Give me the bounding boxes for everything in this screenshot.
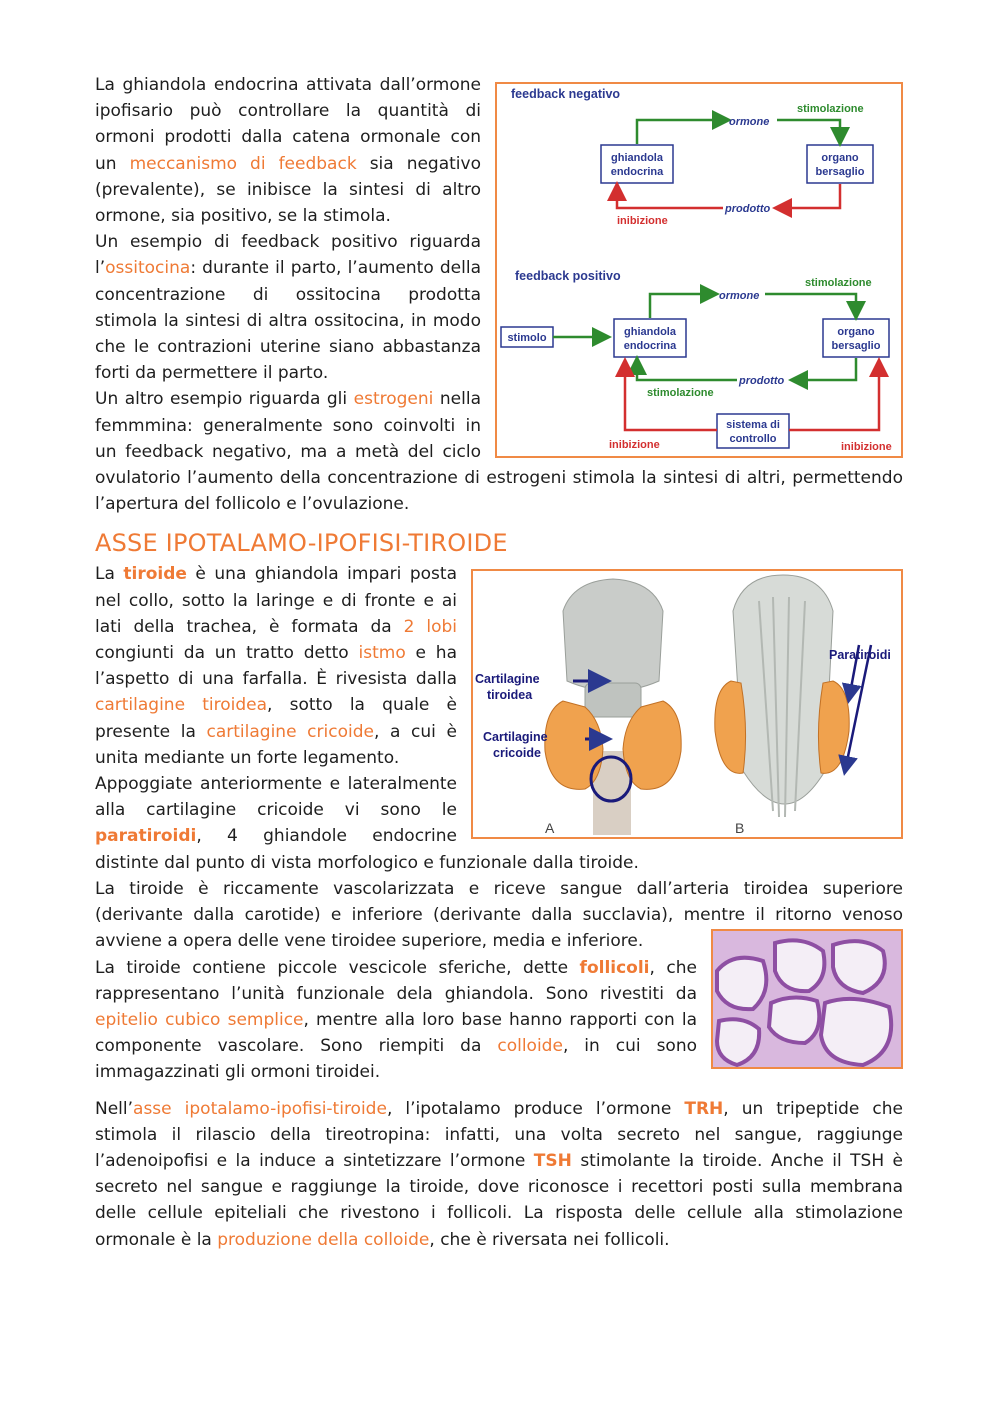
thyroid-figure [471,569,903,839]
follicle [821,998,891,1064]
paragraph-vascolarizzazione: La tiroide è riccamente vascolarizzata e riceve sangue dall’arteria tiroidea superiore (derivante dalla carotide) e inferiore (derivante dalla succlavia), mentre il ritorno venoso avviene a opera delle vene tiroidee superiore, media e inferiore. [95,878,903,952]
box-stimolo-label: stimolo [507,332,547,344]
paragraph-asse [95,1096,903,1253]
label-cartilagine-cricoide-1: Cartilagine [483,730,548,745]
arrow-inib-neg [617,186,723,208]
left-lobe-b [715,681,746,773]
text: , che è riversata nei follicoli. [429,1229,670,1250]
bold-tiroide: tiroide [123,564,187,585]
box-organo-neg-l1: organo [821,152,859,164]
arrow-prodotto-neg [777,184,840,208]
label-cartilagine-cricoide-2: cricoide [493,746,541,761]
label-stim-neg: stimolazione [797,103,864,115]
text: : durante il parto, l’aumento della concentrazione di ossitocina prodotta stimola la sintesi di altra ossitocina, in modo che le contrazioni uterine siano abbastanza forti da permettere il parto. [95,258,481,384]
thyroid-figure-svg [473,571,901,837]
highlight-istmo: istmo [358,643,406,664]
highlight-cartilagine-tiroidea: cartilagine tiroidea [95,695,268,716]
text: , mentre alla loro base hanno rapporti con la componente vascolare. Sono riempiti da [95,1009,698,1057]
box-organo-pos-l2: bersaglio [831,340,881,352]
text: Un esempio di feedback positivo riguarda l’ [95,232,481,279]
text: nella femmmina: generalmente sono coinvolti in un feedback negativo, ma a metà del ciclo ovulatorio l’aumento della concentrazione di estrogeni stimola la sintesi di altri, permettendo l’apertura del follicolo e l’ovulazione. [95,389,903,515]
label-inib-neg: inibizione [617,215,668,227]
text: Nell’ [95,1098,134,1119]
bold-follicoli: follicoli [579,957,650,978]
highlight-2-lobi: 2 lobi [403,616,458,637]
arrow-prodotto-pos [793,358,856,380]
box-ghiandola-pos-l1: ghiandola [624,326,676,338]
label-inib-right: inibizione [841,441,892,453]
section-heading: ASSE IPOTALAMO-IPOFISI-TIROIDE [95,529,508,558]
histology-svg [713,931,901,1067]
text: , in cui sono immagazzinati gli ormoni tiroidei. [95,1036,698,1083]
label-a: A [545,820,555,837]
label-b: B [735,820,745,837]
feedback-diagram [495,82,903,458]
highlight-estrogeni: estrogeni [353,389,434,410]
box-organo-pos-l1: organo [837,326,875,338]
bold-trh: TRH [684,1098,724,1119]
box-ghiandola-neg-l2: endocrina [610,166,664,178]
text: , sotto la quale è presente la [95,695,457,742]
bold-paratiroidi: paratiroidi [95,826,197,847]
label-stim2-pos: stimolazione [647,387,714,399]
text: , 4 ghiandole endocrine distinte dal punto di vista morfologico e funzionale dalla tiroide. [95,826,639,873]
label-paratiroidi: Paratiroidi [829,648,891,663]
arrow-paratiroide-2 [845,645,871,771]
follicle [833,941,885,993]
label-prodotto-neg: prodotto [725,203,771,215]
right-lobe-b [818,681,849,773]
label-cartilagine-tiroidea-2: tiroidea [487,688,533,703]
text: congiunti da un tratto detto [95,643,359,664]
label-ormone-pos: ormone [719,290,760,302]
follicle-histology-image [711,929,903,1069]
text: e ha l’aspetto di una farfalla. È rivesista dalla [95,643,457,690]
follicle [775,940,824,991]
text: sia negativo (prevalente), se inibisce la sintesi di altro ormone, sia positivo, se la stimola. [95,153,481,227]
label-inib-left: inibizione [609,439,660,451]
box-sistema-l1: sistema di [726,419,780,431]
arrow-stim-pos [765,294,856,316]
text: La tiroide contiene piccole vescicole sferiche, dette [95,957,580,978]
box-ghiandola-neg-l1: ghiandola [611,152,663,164]
box-ghiandola-pos-l2: endocrina [623,340,677,352]
arrow-stim-neg [777,120,840,142]
text: stimolante la tiroide. Anche il TSH è secreto nel sangue e raggiunge la tiroide, dove riconosce i recettori posti sulla membrana delle cellule epiteliali che rivestono i follicoli. La risposta delle cellule alla stimolazione ormonale è la [95,1150,903,1250]
highlight-colloide: colloide [497,1036,563,1057]
arrow-ormone-neg [637,120,727,144]
arrow-ormone-pos [650,294,715,318]
label-prodotto-pos: prodotto [739,375,785,387]
text: , un tripeptide che stimola il rilascio della tireotropina: infatti, una volta secreto nel sangue, raggiunge l’adenoipofisi e la induce a sintetizzare l’ormone [95,1098,903,1171]
label-cartilagine-tiroidea-1: Cartilagine [475,672,540,687]
feedback-diagram-svg [497,84,901,456]
text: Un altro esempio riguarda gli [95,389,354,410]
positive-title: feedback positivo [515,269,621,283]
bold-tsh: TSH [533,1150,572,1171]
page-content [95,72,903,1253]
box-sistema-l2: controllo [729,433,777,445]
box-organo-neg-l2: bersaglio [815,166,865,178]
highlight-cartilagine-cricoide: cartilagine cricoide [206,721,374,742]
label-stim-pos: stimolazione [805,277,872,289]
text: Appoggiate anteriormente e lateralmente alla cartilagine cricoide vi sono le [95,774,457,821]
larynx-b [733,575,833,804]
highlight-asse: asse ipotalamo-ipofisi-tiroide [133,1098,387,1119]
follicle [717,957,766,1009]
text: , l’ipotalamo produce l’ormone [386,1098,685,1119]
thyroid-cartilage-a [563,579,663,691]
highlight-produzione-colloide: produzione della colloide [217,1229,430,1250]
text: La ghiandola endocrina attivata dall’ormone ipofisario può controllare la quantità di ormoni prodotti dalla catena ormonale con un [95,75,481,174]
negative-title: feedback negativo [511,87,621,101]
label-ormone-neg: ormone [729,116,770,128]
highlight-meccanismo: meccanismo di feedback [129,153,357,174]
arrow-stim2-pos [637,360,737,380]
follicle [769,997,819,1043]
arrow-inib-right [789,362,879,430]
highlight-epitelio: epitelio cubico semplice [95,1009,304,1030]
text: , che rappresentano l’unità funzionale dela ghiandola. Sono rivestiti da [95,957,697,1004]
text: è una ghiandola impari posta nel collo, sotto la laringe e di fronte e ai lati della trachea, è formata da [95,564,457,637]
text: La [95,564,124,585]
highlight-ossitocina: ossitocina [105,258,191,279]
cricoid-a [585,683,641,717]
text: , a cui è unita mediante un forte legamento. [95,721,457,768]
